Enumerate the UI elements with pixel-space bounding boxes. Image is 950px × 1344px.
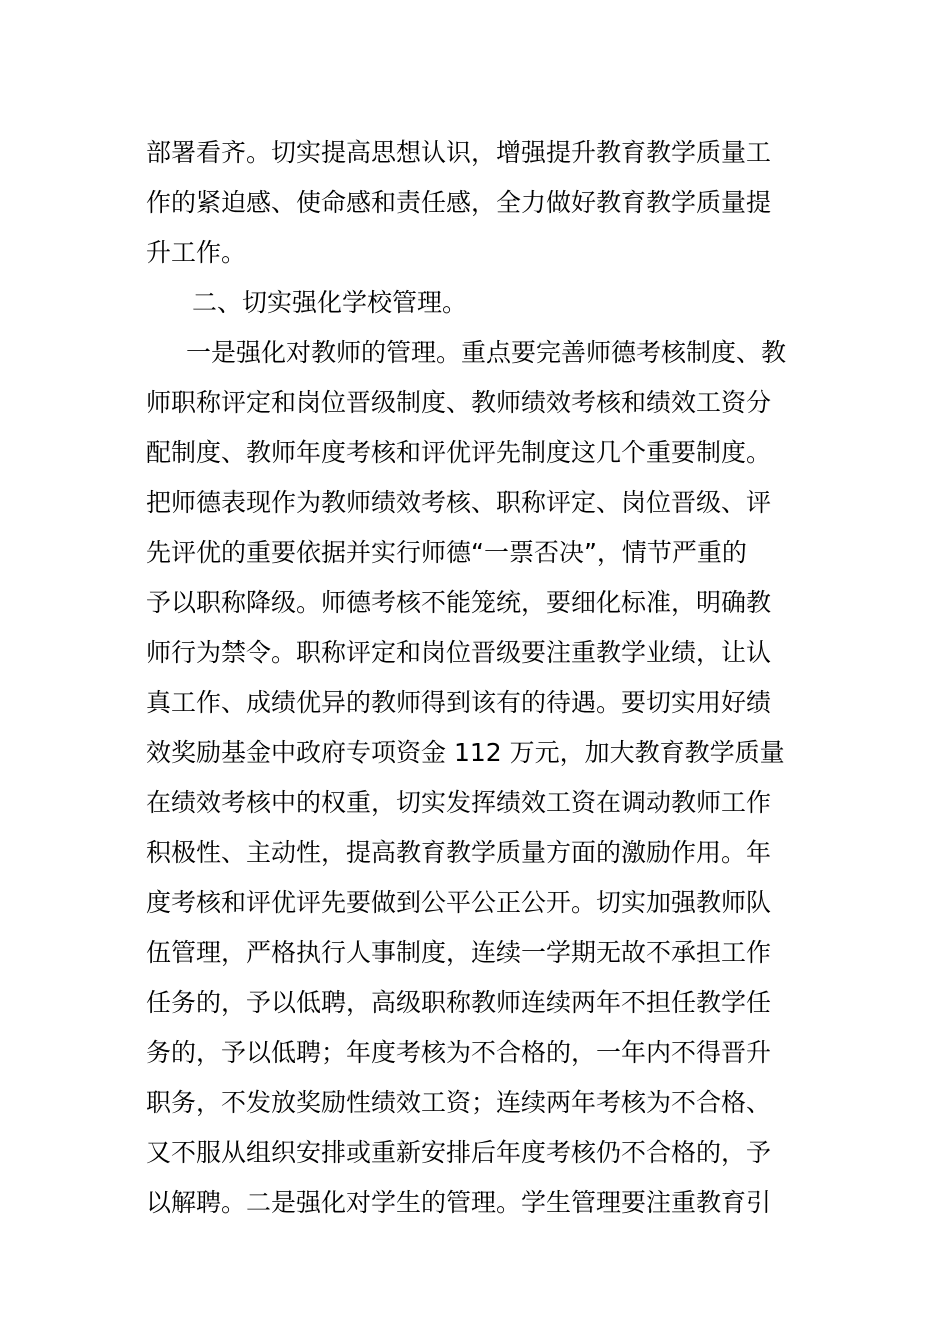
text-line: 师职称评定和岗位晋级制度、教师绩效考核和绩效工资分 — [146, 388, 772, 417]
text-line: 以解聘。二是强化对学生的管理。学生管理要注重教育引 — [146, 1188, 772, 1217]
text-line: 积极性、主动性，提高教育教学质量方面的激励作用。年 — [146, 838, 772, 867]
text-line: 部署看齐。切实提高思想认识，增强提升教育教学质量工 — [146, 138, 772, 167]
text-line: 度考核和评优评先要做到公平公正公开。切实加强教师队 — [146, 888, 772, 917]
text-line: 在绩效考核中的权重，切实发挥绩效工资在调动教师工作 — [146, 788, 772, 817]
text-line: 配制度、教师年度考核和评优评先制度这几个重要制度。 — [146, 438, 772, 467]
section-heading: 二、切实强化学校管理。 — [192, 288, 468, 317]
text-line: 职务，不发放奖励性绩效工资；连续两年考核为不合格、 — [146, 1088, 772, 1117]
text-line: 予以职称降级。师德考核不能笼统，要细化标准，明确教 — [146, 588, 772, 617]
text-line: 升工作。 — [146, 238, 247, 267]
text-line: 师行为禁令。职称评定和岗位晋级要注重教学业绩，让认 — [146, 638, 772, 667]
text-line: 效奖励基金中政府专项资金 112 万元，加大教育教学质量 — [146, 738, 785, 767]
paragraph-first-line: 一是强化对教师的管理。重点要完善师德考核制度、教 — [186, 338, 787, 367]
text-line: 把师德表现作为教师绩效考核、职称评定、岗位晋级、评 — [146, 488, 772, 517]
text-line: 务的，予以低聘；年度考核为不合格的，一年内不得晋升 — [146, 1038, 772, 1067]
body-text — [146, 128, 810, 1228]
text-line: 先评优的重要依据并实行师德“一票否决”，情节严重的 — [146, 538, 747, 567]
text-line: 作的紧迫感、使命感和责任感，全力做好教育教学质量提 — [146, 188, 772, 217]
text-line: 真工作、成绩优异的教师得到该有的待遇。要切实用好绩 — [146, 688, 772, 717]
text-line: 又不服从组织安排或重新安排后年度考核仍不合格的，予 — [146, 1138, 772, 1167]
text-line: 伍管理，严格执行人事制度，连续一学期无故不承担工作 — [146, 938, 772, 967]
text-line: 任务的，予以低聘，高级职称教师连续两年不担任教学任 — [146, 988, 772, 1017]
